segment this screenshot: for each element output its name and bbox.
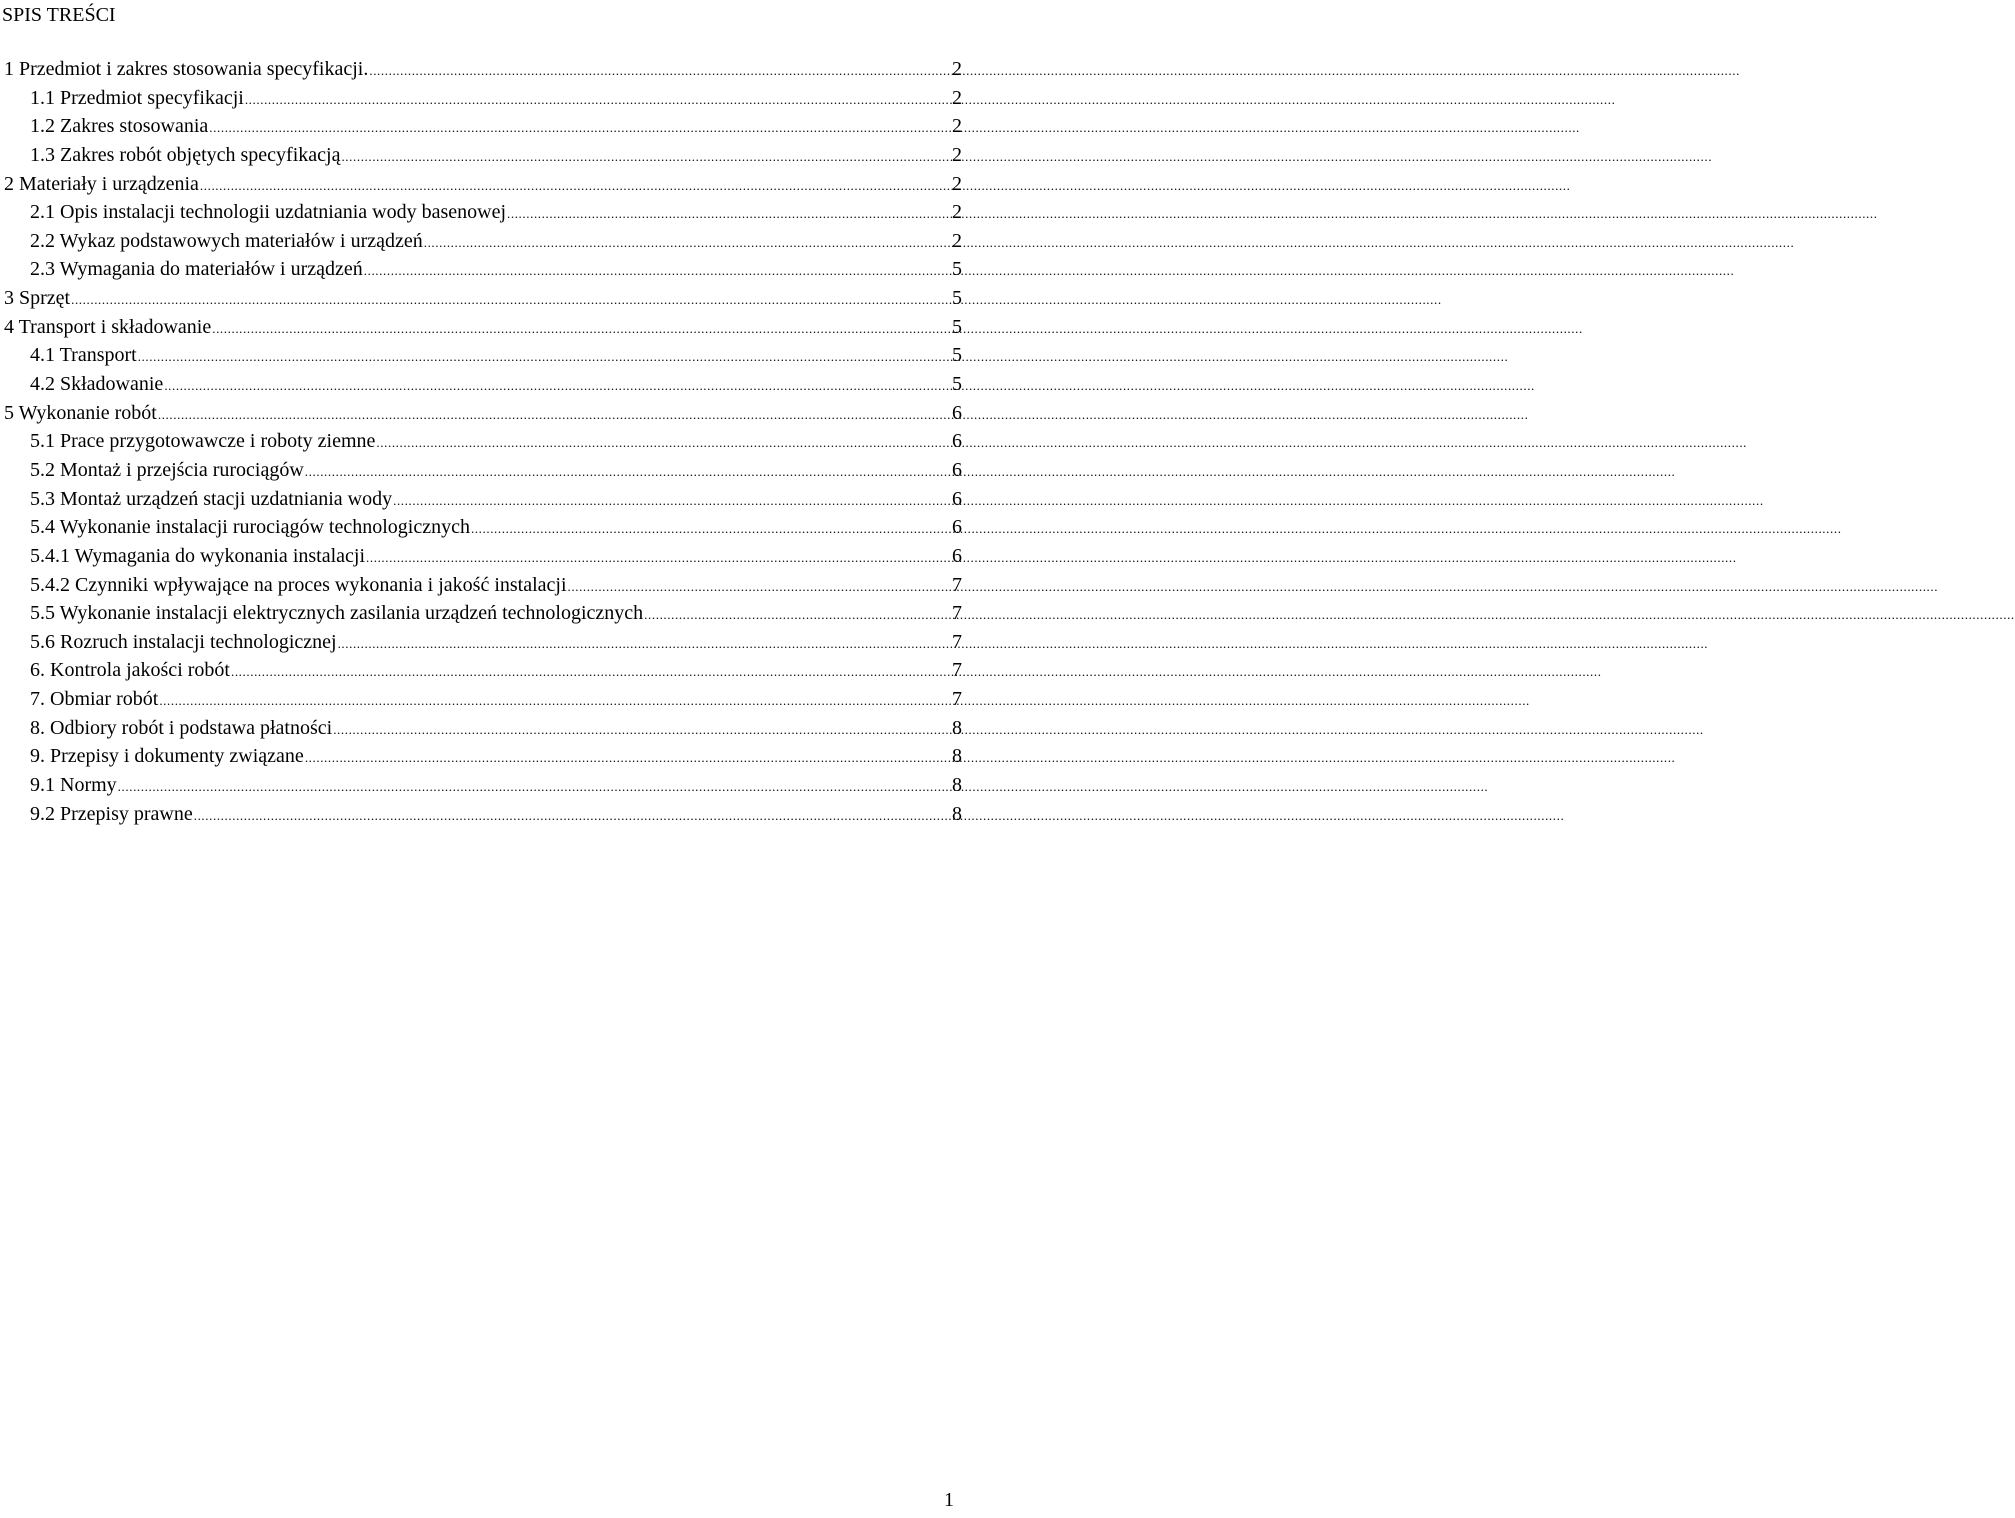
toc-entry[interactable] — [4, 170, 962, 199]
toc-entry-page: 6 — [952, 430, 962, 453]
toc-entry-title: 8. Odbiory robót i podstawa płatności — [30, 716, 333, 739]
toc-entry-title: 2 Materiały i urządzenia — [4, 172, 199, 195]
toc-entry-title: 9.2 Przepisy prawne — [30, 802, 193, 825]
toc-entry[interactable] — [4, 571, 962, 600]
toc-entry[interactable] — [4, 112, 962, 141]
toc-entry-title: 2.1 Opis instalacji technologii uzdatniania wody basenowej — [30, 201, 506, 224]
toc-entry-title: 5.4.1 Wymagania do wykonania instalacji — [30, 544, 366, 567]
toc-entry-title: 9.1 Normy — [30, 774, 117, 797]
toc-entry-page: 7 — [952, 688, 962, 711]
toc-dot-leader — [305, 458, 950, 486]
toc-entry-title: 7. Obmiar robót — [30, 688, 159, 711]
toc-entry[interactable] — [4, 685, 962, 714]
toc-dot-leader — [424, 229, 950, 257]
toc-dot-leader — [194, 802, 950, 830]
toc-entry-title: 2.3 Wymagania do materiałów i urządzeń — [30, 258, 363, 281]
toc-entry-page: 2 — [952, 86, 962, 109]
toc-dot-leader — [366, 544, 950, 572]
toc-entry[interactable] — [4, 427, 962, 456]
toc-entry[interactable] — [4, 542, 962, 571]
toc-entry-title: 2.2 Wykaz podstawowych materiałów i urządzeń — [30, 229, 423, 252]
toc-dot-leader — [118, 773, 950, 801]
toc-entry-title: 5.4.2 Czynniki wpływające na proces wykonania i jakość instalacji — [30, 573, 567, 596]
toc-entry-title: 9. Przepisy i dokumenty związane — [30, 745, 304, 768]
toc-entry-page: 6 — [952, 458, 962, 481]
toc-dot-leader — [507, 200, 950, 228]
toc-dot-leader — [644, 601, 950, 629]
toc-entry-page: 6 — [952, 487, 962, 510]
toc-entry[interactable] — [4, 198, 962, 227]
toc-entry-page: 7 — [952, 630, 962, 653]
toc-dot-leader — [471, 515, 950, 543]
toc-entry-page: 5 — [952, 287, 962, 310]
toc-entry-title: 5.2 Montaż i przejścia rurociągów — [30, 458, 304, 481]
toc-dot-leader — [364, 257, 950, 285]
toc-entry-title: 4.1 Transport — [30, 344, 137, 367]
toc-entry[interactable] — [4, 370, 962, 399]
toc-dot-leader — [71, 286, 950, 314]
toc-dot-leader — [341, 143, 950, 171]
table-of-contents — [4, 55, 962, 828]
toc-entry-page: 5 — [952, 258, 962, 281]
toc-entry[interactable] — [4, 399, 962, 428]
toc-entry-title: 1.1 Przedmiot specyfikacji — [30, 86, 244, 109]
toc-dot-leader — [333, 716, 950, 744]
toc-entry-page: 2 — [952, 115, 962, 138]
toc-entry-title: 5 Wykonanie robót — [4, 401, 157, 424]
toc-entry[interactable] — [4, 141, 962, 170]
toc-entry[interactable] — [4, 485, 962, 514]
toc-entry[interactable] — [4, 456, 962, 485]
toc-entry[interactable] — [4, 714, 962, 743]
toc-dot-leader — [305, 744, 950, 772]
toc-dot-leader — [159, 687, 950, 715]
toc-entry-title: 3 Sprzęt — [4, 287, 71, 310]
toc-entry-title: 5.4 Wykonanie instalacji rurociągów technologicznych — [30, 516, 470, 539]
toc-entry-title: 4.2 Składowanie — [30, 373, 164, 396]
toc-dot-leader — [212, 315, 950, 343]
toc-entry-title: 5.6 Rozruch instalacji technologicznej — [30, 630, 337, 653]
toc-dot-leader — [138, 343, 950, 371]
toc-entry[interactable] — [4, 255, 962, 284]
toc-entry-page: 5 — [952, 373, 962, 396]
toc-entry-page: 6 — [952, 401, 962, 424]
toc-entry-page: 7 — [952, 659, 962, 682]
toc-dot-leader — [369, 57, 950, 85]
toc-entry-page: 2 — [952, 229, 962, 252]
toc-entry-page: 8 — [952, 802, 962, 825]
toc-entry-title: 1.3 Zakres robót objętych specyfikacją — [30, 143, 341, 166]
toc-entry-page: 2 — [952, 143, 962, 166]
toc-dot-leader — [376, 429, 950, 457]
toc-entry[interactable] — [4, 284, 962, 313]
toc-entry-page: 5 — [952, 344, 962, 367]
toc-entry-title: 1.2 Zakres stosowania — [30, 115, 209, 138]
toc-entry-page: 7 — [952, 573, 962, 596]
toc-dot-leader — [164, 372, 950, 400]
toc-entry-page: 2 — [952, 172, 962, 195]
page-title: SPIS TREŚCI — [2, 4, 116, 26]
toc-entry[interactable] — [4, 771, 962, 800]
toc-entry[interactable] — [4, 599, 962, 628]
toc-entry-page: 2 — [952, 201, 962, 224]
toc-entry-title: 5.1 Prace przygotowawcze i roboty ziemne — [30, 430, 376, 453]
toc-entry[interactable] — [4, 742, 962, 771]
toc-dot-leader — [209, 114, 950, 142]
toc-dot-leader — [568, 573, 950, 601]
toc-entry-title: 1 Przedmiot i zakres stosowania specyfikacji. — [4, 58, 369, 80]
toc-entry-page: 8 — [952, 774, 962, 797]
toc-entry-title: 6. Kontrola jakości robót — [30, 659, 230, 682]
toc-entry-title: 5.3 Montaż urządzeń stacji uzdatniania wody — [30, 487, 393, 510]
toc-entry[interactable] — [4, 656, 962, 685]
toc-entry[interactable] — [4, 84, 962, 113]
toc-entry-page: 6 — [952, 516, 962, 539]
toc-dot-leader — [338, 630, 950, 658]
toc-entry[interactable] — [4, 628, 962, 657]
toc-dot-leader — [231, 658, 950, 686]
toc-dot-leader — [200, 172, 950, 200]
toc-dot-leader — [245, 86, 950, 114]
toc-dot-leader — [158, 401, 950, 429]
toc-entry-page: 6 — [952, 544, 962, 567]
toc-entry[interactable] — [4, 800, 962, 829]
toc-entry[interactable] — [4, 313, 962, 342]
toc-entry-page: 5 — [952, 315, 962, 338]
toc-entry-title: 4 Transport i składowanie — [4, 315, 212, 338]
toc-entry[interactable] — [4, 513, 962, 542]
toc-entry-title: 5.5 Wykonanie instalacji elektrycznych zasilania urządzeń technologicznych — [30, 602, 644, 625]
toc-entry-page: 7 — [952, 602, 962, 625]
toc-entry[interactable] — [4, 227, 962, 256]
page-number: 1 — [944, 1489, 954, 1511]
toc-entry[interactable] — [4, 341, 962, 370]
toc-entry[interactable] — [4, 55, 962, 84]
toc-entry-page: 8 — [952, 716, 962, 739]
toc-entry-page: 8 — [952, 745, 962, 768]
toc-entry-page: 2 — [952, 58, 962, 80]
toc-dot-leader — [393, 487, 950, 515]
